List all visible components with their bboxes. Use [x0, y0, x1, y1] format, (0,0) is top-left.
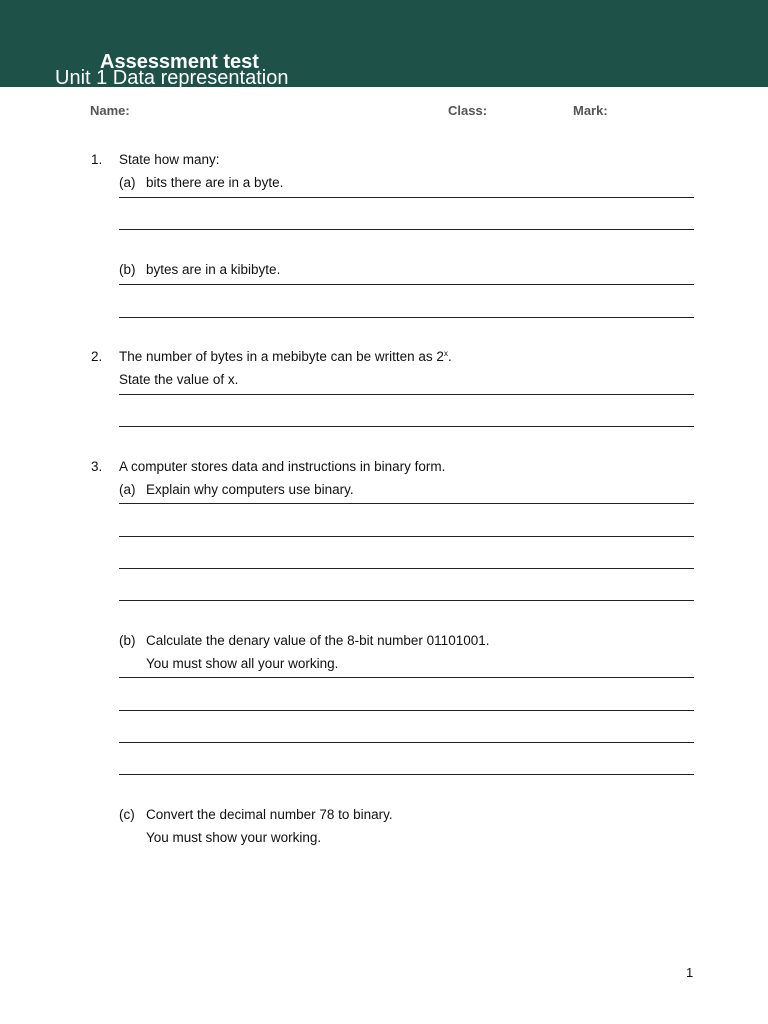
answer-line[interactable] — [119, 394, 694, 395]
question-3c-text: Convert the decimal number 78 to binary. — [146, 807, 393, 822]
answer-line[interactable] — [119, 229, 694, 230]
question-3-stem: A computer stores data and instructions in binary form. — [119, 459, 446, 474]
answer-line[interactable] — [119, 774, 694, 775]
answer-line[interactable] — [119, 600, 694, 601]
answer-line[interactable] — [119, 503, 694, 504]
question-1-number: 1. — [91, 152, 103, 167]
answer-line[interactable] — [119, 317, 694, 318]
question-3-number: 3. — [91, 459, 103, 474]
question-3b-text-line2: You must show all your working. — [146, 656, 339, 671]
question-1b-label: (b) — [119, 262, 136, 277]
exponent-x: x — [443, 349, 448, 358]
question-1b-text: bytes are in a kibibyte. — [146, 262, 281, 277]
answer-line[interactable] — [119, 197, 694, 198]
name-field-label: Name: — [90, 103, 130, 118]
question-3b-text: Calculate the denary value of the 8-bit number 01101001. — [146, 633, 490, 648]
question-1a-label: (a) — [119, 175, 136, 190]
answer-line[interactable] — [119, 710, 694, 711]
answer-line[interactable] — [119, 536, 694, 537]
answer-line[interactable] — [119, 677, 694, 678]
mark-field-label: Mark: — [573, 103, 608, 118]
question-3c-label: (c) — [119, 807, 135, 822]
question-3b-label: (b) — [119, 633, 136, 648]
answer-line[interactable] — [119, 284, 694, 285]
answer-line[interactable] — [119, 568, 694, 569]
question-2-stem-line2: State the value of x. — [119, 372, 239, 387]
question-3c-text-line2: You must show your working. — [146, 830, 322, 845]
question-3a-text: Explain why computers use binary. — [146, 482, 354, 497]
question-1a-text: bits there are in a byte. — [146, 175, 284, 190]
class-field-label: Class: — [448, 103, 488, 118]
question-2-number: 2. — [91, 349, 103, 364]
page-number: 1 — [686, 965, 694, 980]
question-3a-label: (a) — [119, 482, 136, 497]
answer-line[interactable] — [119, 742, 694, 743]
question-1-stem: State how many: — [119, 152, 220, 167]
answer-line[interactable] — [119, 426, 694, 427]
document-title: Assessment test — [100, 51, 259, 73]
question-2-stem: The number of bytes in a mebibyte can be written as 2$^x$. — [119, 349, 452, 364]
document-subtitle: Unit 1 Data representation — [55, 67, 289, 89]
page-header-banner — [0, 0, 768, 87]
